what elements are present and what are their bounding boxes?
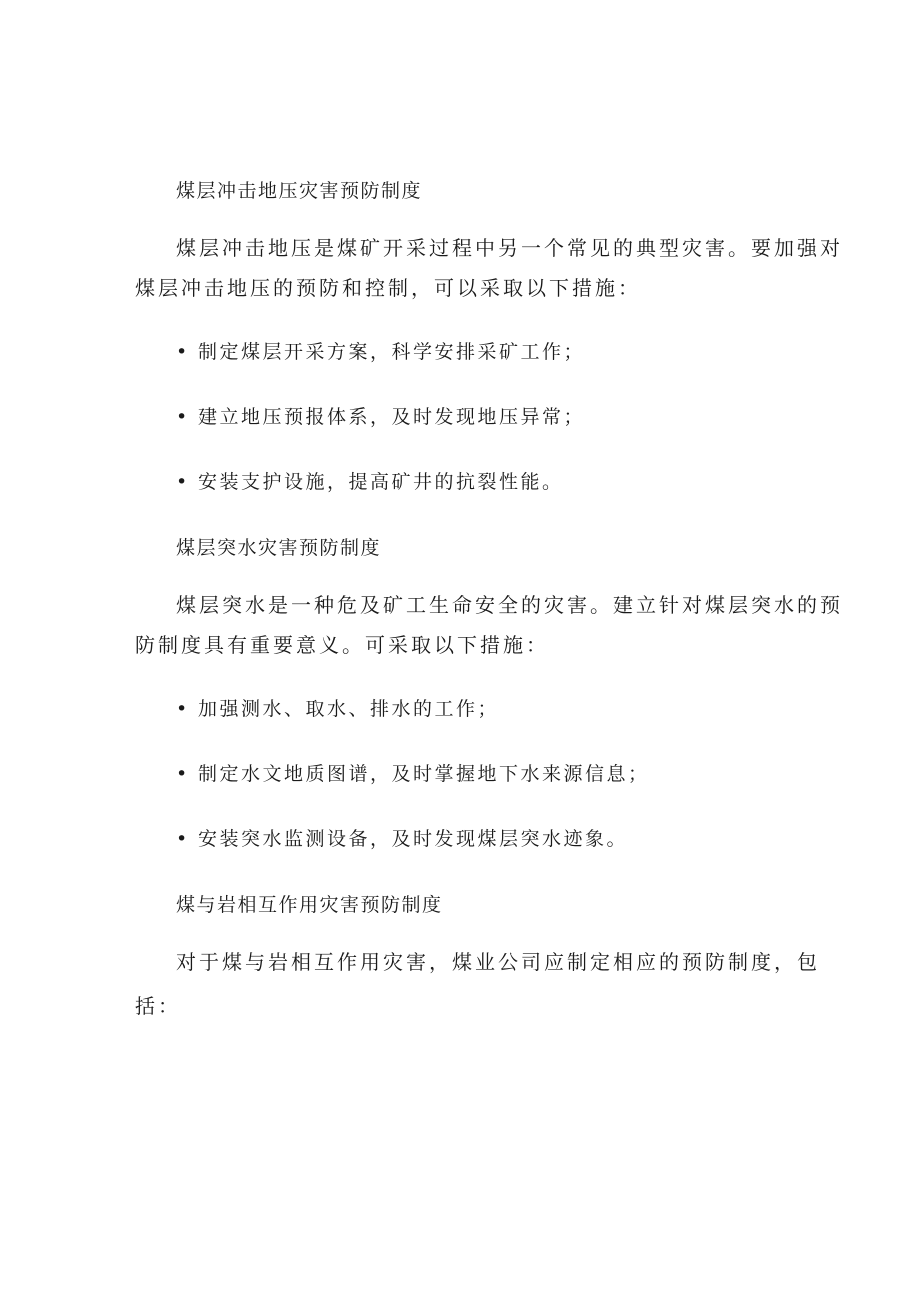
bullet-icon: • bbox=[176, 471, 188, 493]
paragraph-line: 煤层突水是一种危及矿工生命安全的灾害。建立针对煤层突水的预 bbox=[176, 593, 843, 617]
section-heading: 煤层冲击地压灾害预防制度 bbox=[176, 180, 423, 202]
paragraph-line: 防制度具有重要意义。可采取以下措施： bbox=[135, 633, 549, 657]
list-item bbox=[176, 338, 585, 366]
list-item-text: 安装突水监测设备，及时发现煤层突水迹象。 bbox=[198, 828, 629, 850]
list-item bbox=[176, 403, 585, 431]
list-item-text: 安装支护设施，提高矿井的抗裂性能。 bbox=[198, 471, 564, 493]
bullet-icon: • bbox=[176, 341, 188, 363]
paragraph-line: 括： bbox=[135, 994, 181, 1018]
list-item-text: 制定煤层开采方案，科学安排采矿工作； bbox=[198, 341, 586, 363]
list-item bbox=[176, 695, 499, 723]
list-item-text: 制定水文地质图谱，及时掌握地下水来源信息； bbox=[198, 763, 650, 785]
section-heading: 煤与岩相互作用灾害预防制度 bbox=[176, 894, 443, 916]
bullet-icon: • bbox=[176, 828, 188, 850]
list-item bbox=[176, 825, 628, 853]
bullet-icon: • bbox=[176, 763, 188, 785]
bullet-icon: • bbox=[176, 698, 188, 720]
paragraph-line: 煤层冲击地压是煤矿开采过程中另一个常见的典型灾害。要加强对 bbox=[176, 236, 843, 260]
list-item bbox=[176, 760, 650, 788]
paragraph-line: 煤层冲击地压的预防和控制，可以采取以下措施： bbox=[135, 276, 641, 300]
list-item-text: 加强测水、取水、排水的工作； bbox=[198, 698, 500, 720]
section-heading: 煤层突水灾害预防制度 bbox=[176, 537, 382, 559]
list-item bbox=[176, 468, 564, 496]
list-item-text: 建立地压预报体系，及时发现地压异常； bbox=[198, 406, 586, 428]
paragraph-line: 对于煤与岩相互作用灾害，煤业公司应制定相应的预防制度，包 bbox=[176, 950, 820, 974]
bullet-icon: • bbox=[176, 406, 188, 428]
